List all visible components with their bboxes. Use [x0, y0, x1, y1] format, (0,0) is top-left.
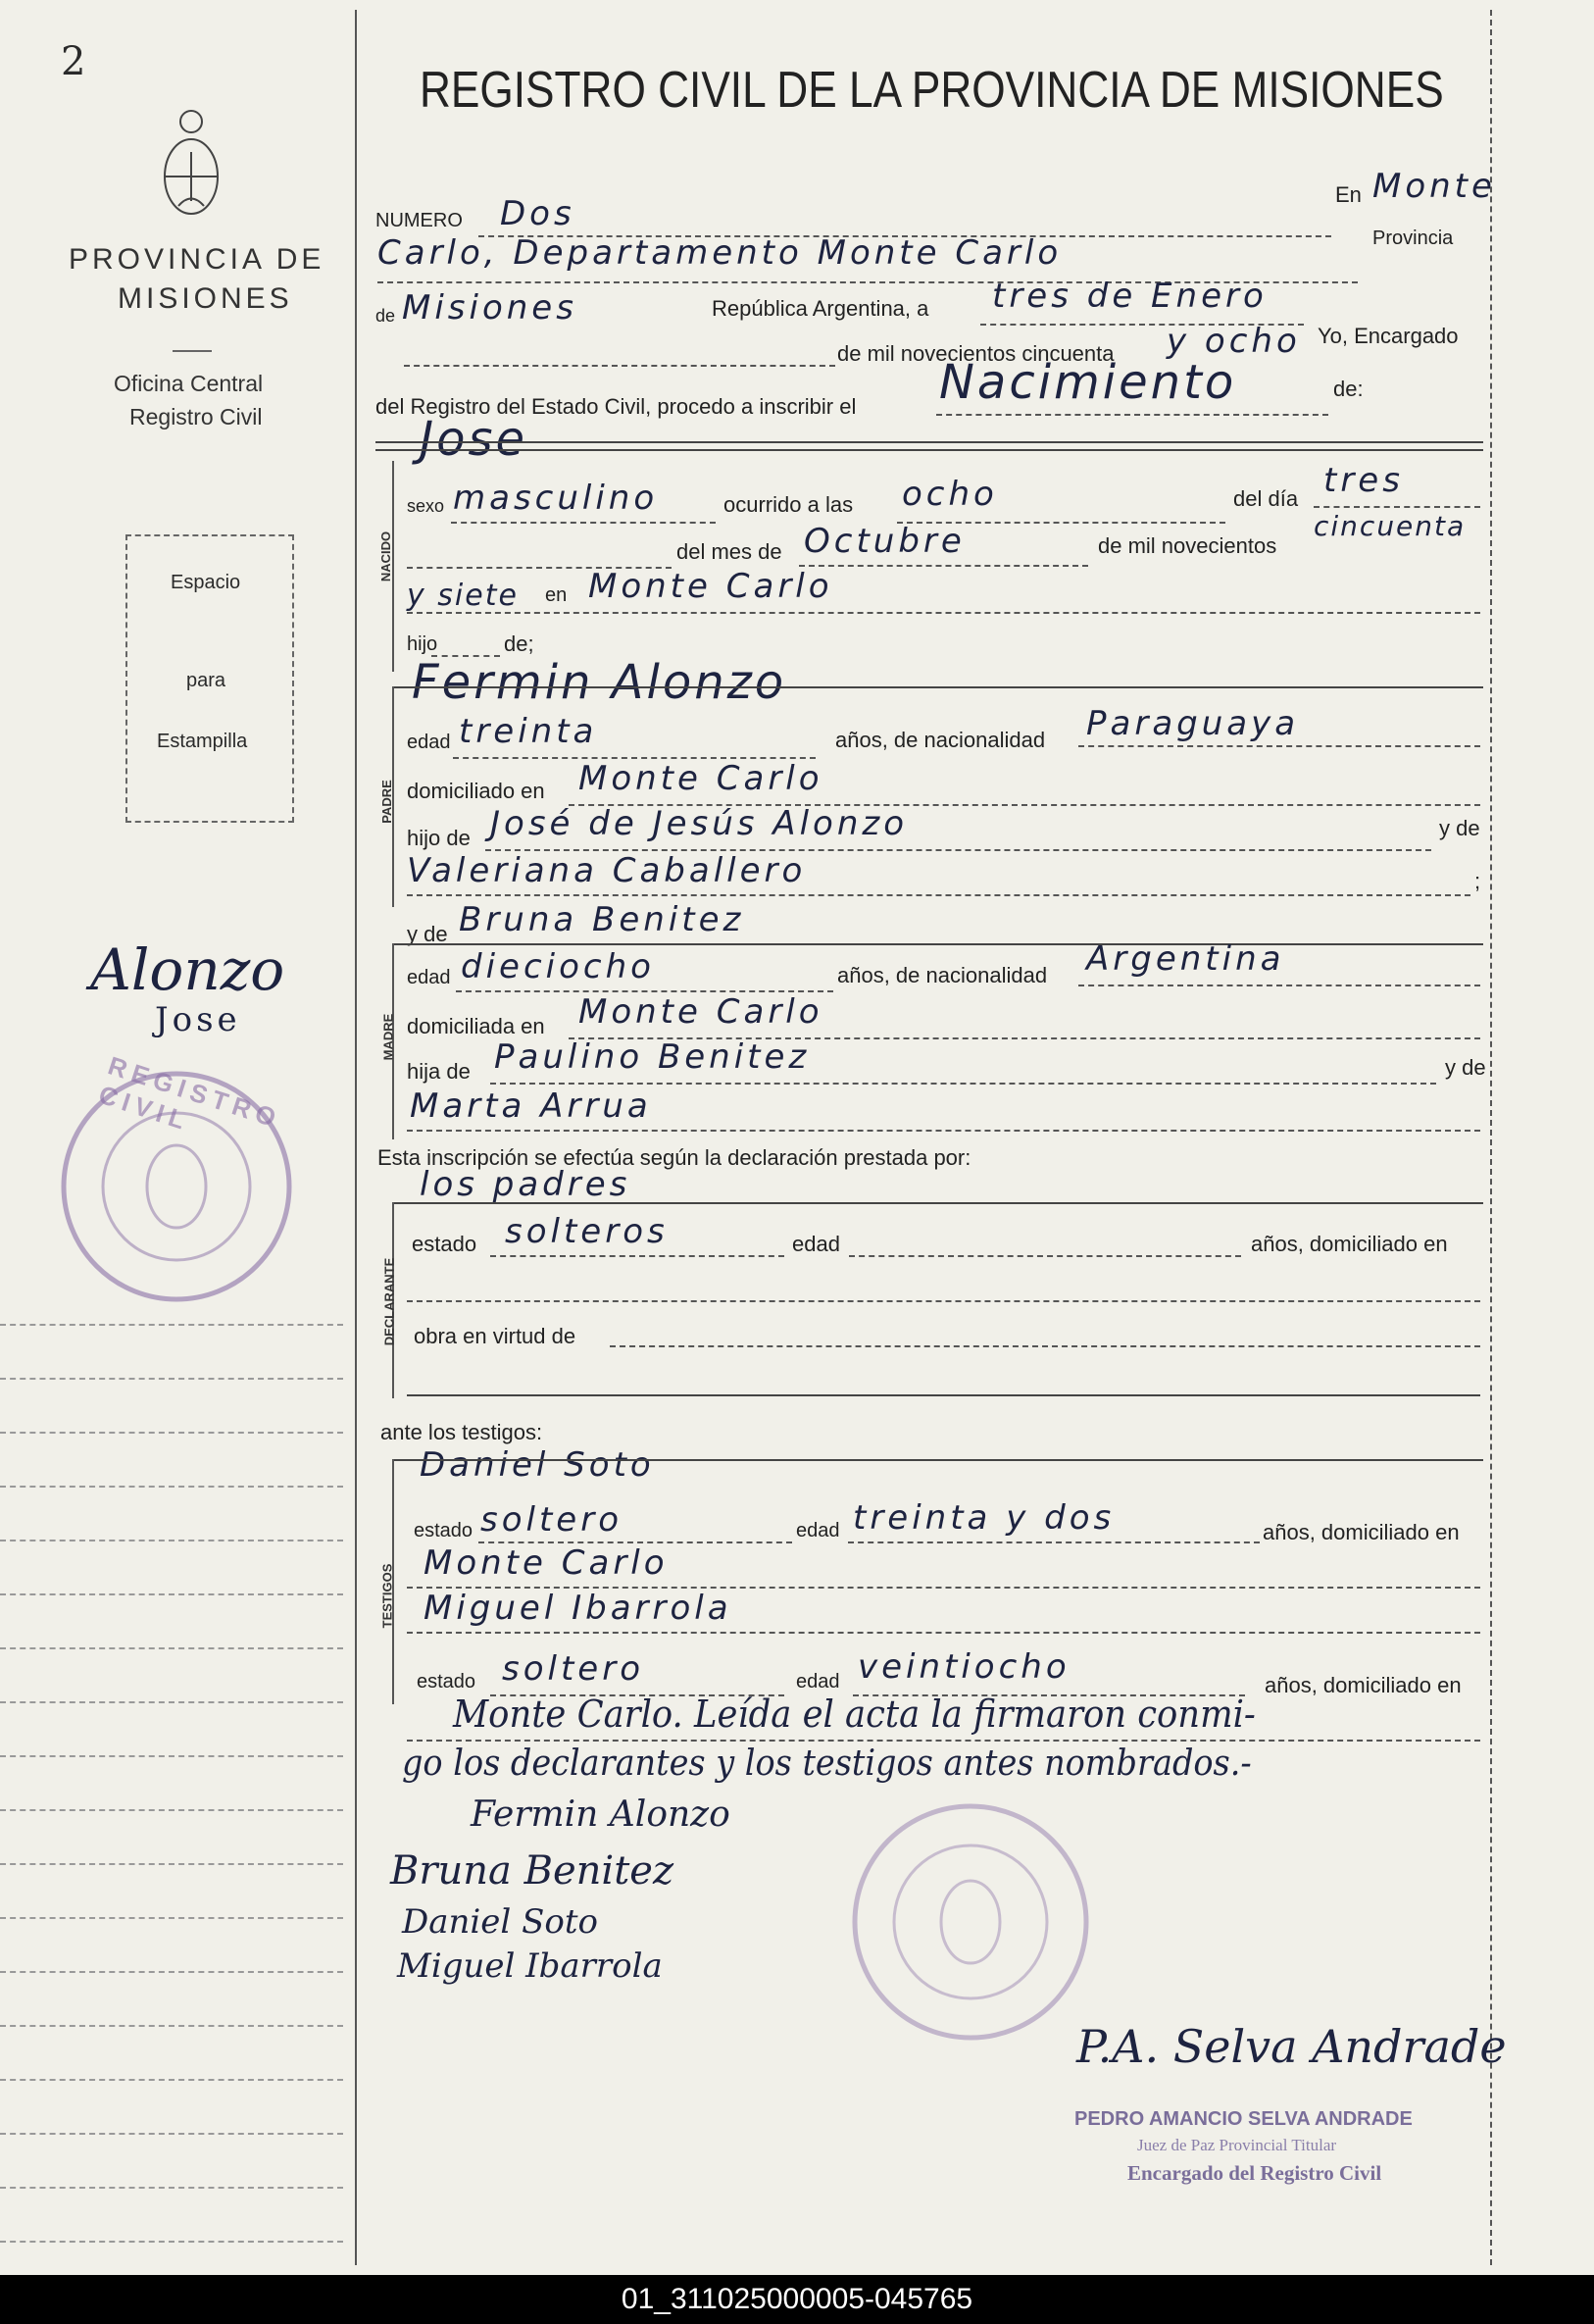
ano2-value: y siete — [407, 579, 519, 613]
nombre-line — [375, 441, 1483, 443]
testigo1-edad-value: treinta y dos — [853, 1498, 1116, 1538]
mes-label: del mes de — [676, 539, 782, 564]
divider — [173, 350, 212, 352]
en-label: En — [1335, 182, 1362, 207]
madre-domicilio-label: domiciliada en — [407, 1014, 545, 1038]
footer-bar — [0, 2275, 1594, 2324]
province-name-line2: MISIONES — [118, 282, 293, 315]
madre-nacionalidad-value: Argentina — [1086, 939, 1285, 979]
testigo2-estado-value: soltero — [502, 1649, 644, 1689]
declarante-anos-label: años, domiciliado en — [1251, 1232, 1448, 1256]
madre-edad-value: dieciocho — [461, 947, 655, 986]
sexo-line — [451, 522, 716, 524]
encargado-cargo-1: Juez de Paz Provincial Titular — [1137, 2136, 1337, 2154]
padre-line — [392, 686, 1483, 688]
signature-miguel-ibarrola: Miguel Ibarrola — [397, 1946, 663, 1986]
province-name-line1: PROVINCIA DE — [69, 243, 325, 276]
testigo2-estado-label: estado — [417, 1671, 476, 1692]
main-left-border — [355, 10, 357, 2265]
testigo1-estado-label: estado — [414, 1520, 473, 1541]
dia-label: del día — [1233, 486, 1299, 511]
stamp-box-line3: Estampilla — [157, 731, 248, 752]
testigo1-nombre-value: Daniel Soto — [420, 1445, 655, 1485]
signature-bruna-benitez: Bruna Benitez — [390, 1848, 674, 1894]
declarante-line — [392, 1202, 1483, 1204]
obra-label: obra en virtud de — [414, 1324, 576, 1348]
stamp-box-line2: para — [186, 670, 226, 691]
madre-nacionalidad-line — [1078, 985, 1480, 986]
de-label: de — [375, 306, 396, 326]
novecientos-label: de mil novecientos — [1098, 533, 1277, 558]
madre-y-de-label: y de — [407, 922, 448, 946]
acto-line — [936, 414, 1328, 416]
page-title: REGISTRO CIVIL DE LA PROVINCIA DE MISIONES — [420, 62, 1444, 119]
declarante-estado-value: solteros — [505, 1212, 669, 1251]
madre-nacionalidad-label: años, de nacionalidad — [837, 963, 1048, 987]
declarante-blank-line — [407, 1300, 1480, 1302]
stamp-box-line1: Espacio — [171, 572, 241, 593]
declarante-intro: Esta inscripción se efectúa según la declaración prestada por: — [377, 1145, 971, 1170]
nombre-line-2 — [375, 449, 1483, 451]
madre-hija-label: hija de — [407, 1059, 471, 1084]
provincia-label: Provincia — [1372, 227, 1454, 249]
padre-nombre-value: Fermin Alonzo — [412, 655, 787, 710]
locality-value: Carlo, Departamento Monte Carlo — [377, 233, 1063, 273]
madre-section-label: MADRE — [380, 1013, 396, 1061]
madre-y-de2-label: y de — [1445, 1055, 1486, 1080]
fecha-value: tres de Enero — [992, 277, 1268, 316]
declarante-edad-label: edad — [792, 1232, 840, 1256]
testigo2-edad-label: edad — [796, 1671, 840, 1692]
testigo2-nombre-value: Miguel Ibarrola — [423, 1589, 732, 1628]
en-value: Monte — [1372, 167, 1496, 206]
mes-line — [799, 565, 1088, 567]
page-number: 2 — [61, 39, 86, 84]
registro-civil-seal-2-icon — [843, 1794, 1098, 2049]
testigo2-nombre-line — [407, 1632, 1480, 1634]
padre-semicolon: ; — [1474, 869, 1481, 893]
obra-line — [610, 1345, 1480, 1347]
hijo-label: hijo — [407, 633, 438, 655]
padre-nacionalidad-value: Paraguaya — [1086, 704, 1300, 743]
left-sidebar — [0, 0, 353, 2275]
mil-label: de mil novecientos cincuenta — [837, 341, 1115, 366]
numero-label: NUMERO — [375, 210, 463, 231]
testigos-intro: ante los testigos: — [380, 1420, 543, 1444]
signature-daniel-soto: Daniel Soto — [402, 1902, 598, 1942]
hora-value: ocho — [902, 475, 998, 514]
madre-abuela-value: Marta Arrua — [410, 1086, 652, 1126]
republica-label: República Argentina, a — [712, 296, 929, 321]
madre-line — [392, 943, 1483, 945]
cierre-line1-rule — [407, 1740, 1480, 1742]
declarante-section-label: DECLARANTE — [381, 1257, 397, 1346]
cierre-line2: go los declarantes y los testigos antes nombrados.- — [402, 1743, 1252, 1784]
lugar-line — [407, 612, 1480, 614]
declarante-estado-line — [490, 1255, 784, 1257]
main-right-border — [1490, 10, 1492, 2265]
testigo1-anos-label: años, domiciliado en — [1263, 1520, 1460, 1544]
dia-value: tres — [1323, 461, 1404, 500]
padre-edad-label: edad — [407, 732, 451, 753]
testigo1-domicilio-value: Monte Carlo — [423, 1543, 669, 1583]
obra-line-2 — [407, 1394, 1480, 1396]
margin-surname: Alonzo — [90, 936, 285, 1003]
padre-hijo-label: hijo de — [407, 826, 471, 850]
testigo1-edad-label: edad — [796, 1520, 840, 1541]
office-name-line2: Registro Civil — [129, 404, 263, 429]
ruled-lines — [0, 1324, 343, 2265]
mes-value: Octubre — [804, 522, 966, 561]
padre-section-label: PADRE — [378, 780, 394, 824]
testigo1-estado-value: soltero — [480, 1500, 623, 1540]
ocurrido-label: ocurrido a las — [723, 492, 854, 517]
padre-edad-value: treinta — [459, 712, 598, 751]
madre-hija-value: Paulino Benitez — [494, 1037, 811, 1077]
declarante-estado-label: estado — [412, 1232, 477, 1256]
registro-label: del Registro del Estado Civil, procedo a inscribir el — [375, 394, 857, 419]
padre-hijo-value: José de Jesús Alonzo — [490, 804, 909, 843]
testigo2-anos-label: años, domiciliado en — [1265, 1673, 1462, 1697]
testigos-section-label: TESTIGOS — [379, 1563, 395, 1629]
footer-image-id: 01_311025000005-045765 — [621, 2283, 973, 2315]
sexo-label: sexo — [407, 496, 445, 516]
declarante-por-value: los padres — [420, 1165, 631, 1204]
nombre-value: Jose — [420, 412, 528, 467]
nacido-en-label: en — [545, 584, 568, 606]
madre-edad-label: edad — [407, 967, 451, 988]
madre-nombre-value: Bruna Benitez — [459, 900, 745, 939]
blank-line — [404, 365, 835, 367]
padre-madre-line — [407, 894, 1470, 896]
madre-hija-line — [490, 1083, 1436, 1085]
numero-value: Dos — [500, 194, 575, 233]
madre-abuela-line — [407, 1130, 1480, 1132]
padre-nacionalidad-label: años, de nacionalidad — [835, 728, 1046, 752]
ano-value: y ocho — [1167, 322, 1301, 361]
declarante-edad-line — [849, 1255, 1241, 1257]
office-name-line1: Oficina Central — [114, 371, 264, 396]
encargado-name: PEDRO AMANCIO SELVA ANDRADE — [1074, 2108, 1413, 2130]
sexo-value: masculino — [453, 479, 659, 518]
acto-value: Nacimiento — [939, 355, 1237, 410]
padre-madre-value: Valeriana Caballero — [407, 851, 807, 890]
cierre-line1: Monte Carlo. Leída el acta la firmaron conmi- — [453, 1692, 1256, 1736]
padre-y-de-label: y de — [1439, 816, 1480, 840]
padre-domicilio-value: Monte Carlo — [578, 759, 823, 798]
testigos-line — [392, 1459, 1483, 1461]
nacido-lugar-value: Monte Carlo — [588, 567, 833, 606]
nacido-section-label: NACIDO — [378, 530, 394, 582]
coat-of-arms-icon — [157, 108, 225, 226]
signature-fermin-alonzo: Fermin Alonzo — [471, 1794, 730, 1835]
dia-line — [1314, 506, 1480, 508]
testigo2-edad-value: veintiocho — [858, 1647, 1071, 1687]
signature-encargado: P.A. Selva Andrade — [1076, 2020, 1507, 2073]
yo-encargado-label: Yo, Encargado — [1318, 324, 1459, 348]
padre-nacionalidad-line — [1078, 745, 1480, 747]
ano1-value: cincuenta — [1314, 510, 1467, 542]
stamp-box — [125, 534, 294, 823]
seal-text: REGISTRO CIVIL — [95, 1050, 285, 1137]
de2-label: de: — [1333, 377, 1364, 401]
padre-domicilio-label: domiciliado en — [407, 779, 545, 803]
testigo1-edad-line — [848, 1541, 1260, 1543]
madre-domicilio-value: Monte Carlo — [578, 992, 823, 1032]
encargado-cargo-2: Encargado del Registro Civil — [1127, 2161, 1382, 2185]
margin-name: Jose — [155, 1000, 241, 1039]
hijo-de-label: de; — [504, 632, 534, 656]
misiones-value: Misiones — [402, 288, 577, 328]
